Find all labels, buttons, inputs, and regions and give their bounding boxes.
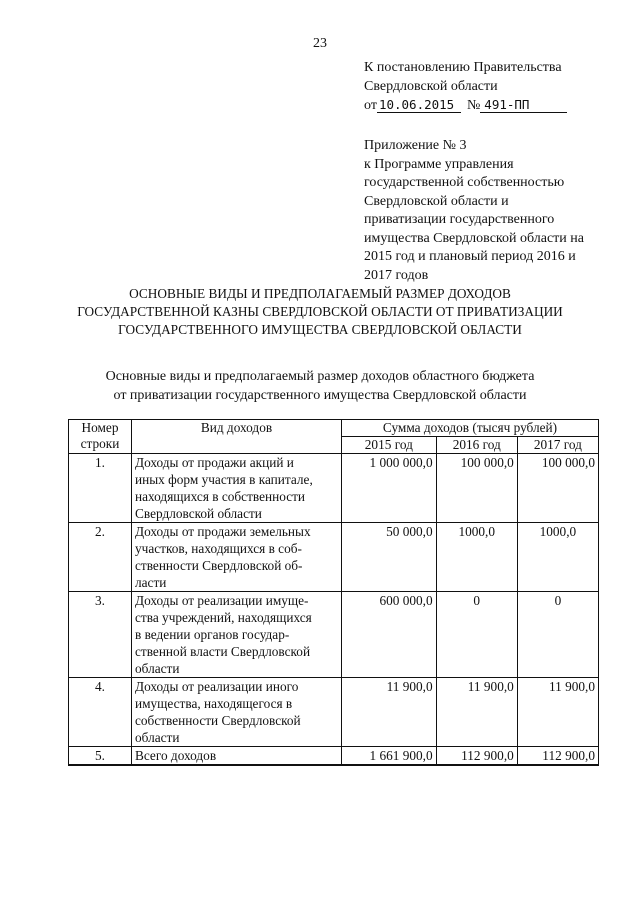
kind-line: Доходы от реализации иного [135, 679, 299, 694]
value-2015: 1 661 900,0 [342, 747, 437, 766]
value-2015: 1 000 000,0 [342, 454, 437, 523]
kind-line: Доходы от продажи земельных [135, 524, 311, 539]
appendix-line: к Программе управления [364, 156, 514, 172]
kind-line: Доходы от продажи акций и [135, 455, 294, 470]
resolution-date: 10.06.2015 [377, 97, 461, 113]
header-date-number-line [364, 96, 624, 115]
page-number: 23 [313, 36, 327, 51]
row-number: 5. [69, 747, 132, 766]
row-income-kind [132, 523, 342, 592]
appendix-line: 2017 годов [364, 267, 429, 283]
kind-line: ства учреждений, находящихся [135, 610, 312, 625]
appendix-line: Приложение № 3 [364, 138, 467, 153]
kind-line: Всего доходов [135, 748, 217, 763]
value-2015: 11 900,0 [342, 678, 437, 747]
appendix-line: государственной собственностью [364, 175, 565, 190]
header-income-sum: Сумма доходов (тысяч рублей) [342, 420, 599, 437]
row-income-kind [132, 454, 342, 523]
header-line-2: Свердловской области [364, 79, 498, 94]
table-row [69, 678, 599, 747]
kind-line: ственной власти Свердловской [135, 644, 311, 659]
row-number: 3. [69, 592, 132, 678]
value-2017: 1000,0 [517, 523, 598, 592]
kind-line: в ведении органов государ- [135, 627, 290, 642]
kind-line: области [135, 661, 180, 676]
table-row [69, 454, 599, 523]
kind-line: Доходы от реализации имуще- [135, 593, 309, 608]
kind-line: участков, находящихся в соб- [135, 541, 302, 556]
row-number: 1. [69, 454, 132, 523]
table-header-row [69, 420, 599, 437]
row-income-kind [132, 592, 342, 678]
kind-line: имущества, находящегося в [135, 696, 293, 711]
row-income-kind [132, 678, 342, 747]
appendix-block [364, 137, 626, 285]
header-row-number [69, 420, 132, 454]
kind-line: области [135, 730, 180, 745]
table-caption [70, 367, 570, 405]
title-line: ГОСУДАРСТВЕННОЙ КАЗНЫ СВЕРДЛОВСКОЙ ОБЛАСТИ ОТ ПРИВАТИЗАЦИИ [77, 304, 563, 319]
kind-line: ственности Свердловской об- [135, 558, 303, 573]
value-2017: 112 900,0 [517, 747, 598, 766]
row-income-kind [132, 747, 342, 766]
header-line-1: К постановлению Правительства [364, 60, 562, 75]
appendix-line: приватизации государственного [364, 212, 555, 227]
appendix-line: 2015 год и плановый период 2016 и [364, 249, 576, 264]
row-number: 2. [69, 523, 132, 592]
header-income-kind: Вид доходов [132, 420, 342, 454]
income-table [68, 419, 599, 766]
caption-line: от приватизации государственного имущества Свердловской области [113, 388, 527, 403]
value-2015: 50 000,0 [342, 523, 437, 592]
header-year-2015: 2015 год [342, 437, 437, 454]
kind-line: ласти [135, 575, 167, 590]
value-2017: 100 000,0 [517, 454, 598, 523]
resolution-header [364, 58, 624, 115]
value-2016: 0 [436, 592, 517, 678]
resolution-number: 491-ПП [480, 97, 567, 113]
row-number: 4. [69, 678, 132, 747]
value-2016: 100 000,0 [436, 454, 517, 523]
kind-line: находящихся в собственности [135, 489, 306, 504]
title-line: ОСНОВНЫЕ ВИДЫ И ПРЕДПОЛАГАЕМЫЙ РАЗМЕР ДОХОДОВ [129, 286, 511, 301]
kind-line: собственности Свердловской [135, 713, 301, 728]
table-row-total [69, 747, 599, 766]
header-year-2016: 2016 год [436, 437, 517, 454]
appendix-line: Свердловской области и [364, 193, 509, 209]
number-label: № [466, 98, 481, 113]
title-line: ГОСУДАРСТВЕННОГО ИМУЩЕСТВА СВЕРДЛОВСКОЙ ОБЛАСТИ [118, 322, 522, 337]
header-year-2017: 2017 год [517, 437, 598, 454]
from-label: от [364, 98, 377, 113]
value-2017: 0 [517, 592, 598, 678]
value-2015: 600 000,0 [342, 592, 437, 678]
table-row [69, 592, 599, 678]
value-2016: 1000,0 [436, 523, 517, 592]
value-2016: 112 900,0 [436, 747, 517, 766]
kind-line: Свердловской области [135, 506, 262, 521]
value-2016: 11 900,0 [436, 678, 517, 747]
table-row [69, 523, 599, 592]
value-2017: 11 900,0 [517, 678, 598, 747]
document-title [60, 285, 580, 339]
caption-line: Основные виды и предполагаемый размер доходов областного бюджета [105, 369, 535, 384]
appendix-line: имущества Свердловской области на [364, 230, 585, 246]
header-row-number-line-2: строки [80, 436, 120, 451]
header-row-number-line-1: Номер [81, 420, 119, 435]
kind-line: иных форм участия в капитале, [135, 472, 313, 487]
